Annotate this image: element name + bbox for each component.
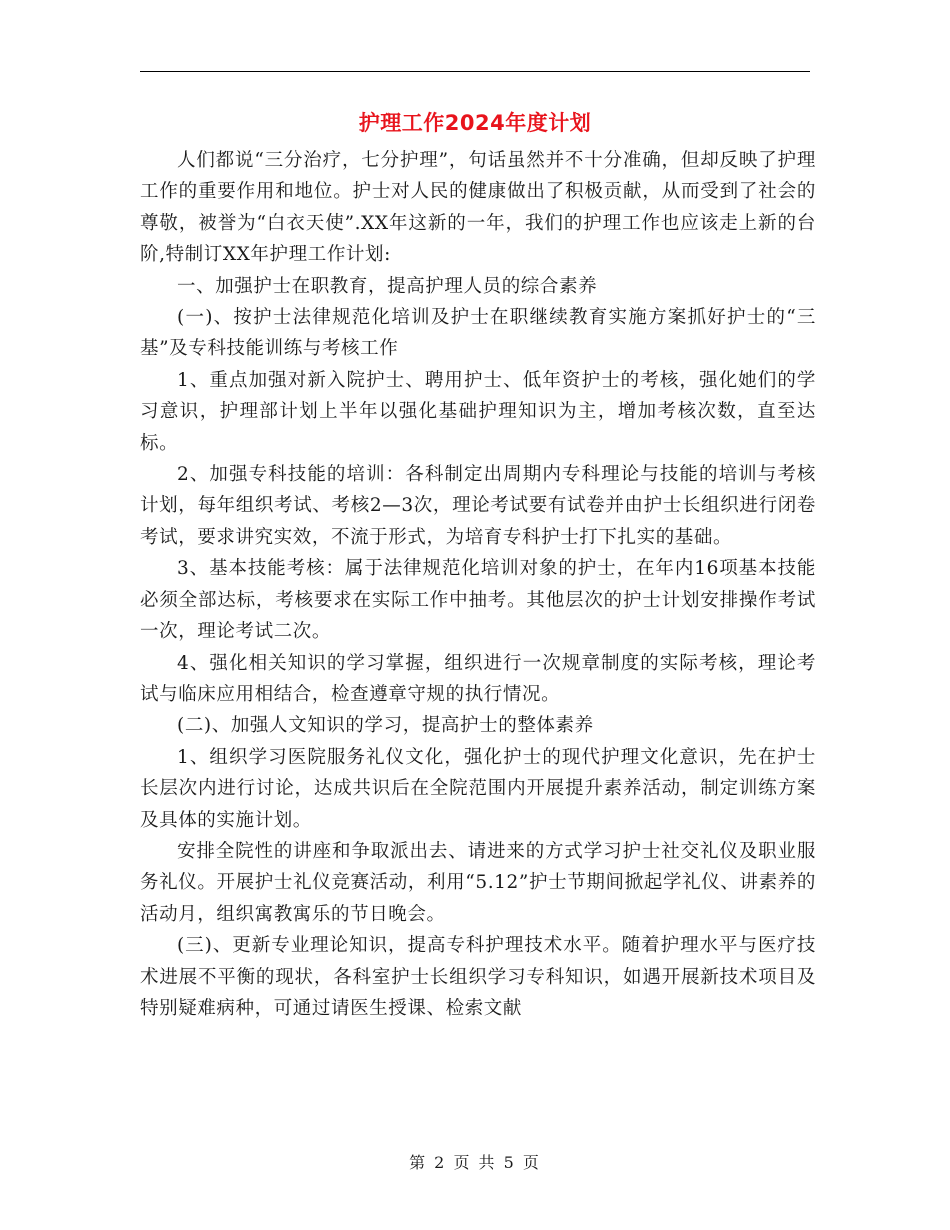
list-item-3: 3、基本技能考核：属于法律规范化培训对象的护士，在年内16项基本技能必须全部达标，考核要求在实际工作中抽考。其他层次的护士计划安排操作考试一次，理论考试二次。 xyxy=(140,558,816,643)
subsection-heading-1: (一)、按护士法律规范化培训及护士在职继续教育实施方案抓好护士的“三基”及专科技能训练与考核工作 xyxy=(140,307,816,360)
document-body xyxy=(140,145,816,1024)
paragraph-etiquette: 安排全院性的讲座和争取派出去、请进来的方式学习护士社交礼仪及职业服务礼仪。开展护士礼仪竞赛活动，利用“5.12”护士节期间掀起学礼仪、讲素养的活动月，组织寓教寓乐的节日晚会。 xyxy=(140,840,816,925)
subsection-heading-3: (三)、更新专业理论知识，提高专科护理技术水平。随着护理水平与医疗技术进展不平衡的现状，各科室护士长组织学习专科知识，如遇开展新技术项目及特别疑难病种，可通过请医生授课、检索文献 xyxy=(140,935,816,1019)
paragraph-intro: 人们都说“三分治疗，七分护理”，句话虽然并不十分准确，但却反映了护理工作的重要作用和地位。护士对人民的健康做出了积极贡献，从而受到了社会的尊敬，被誉为“白衣天使”.XX年这新的一年，我们的护理工作也应该走上新的台阶,特制订XX年护理工作计划: xyxy=(140,150,816,266)
document-title: 护理工作2024年度计划 xyxy=(358,111,592,135)
subsection-heading-2: (二)、加强人文知识的学习，提高护士的整体素养 xyxy=(177,715,594,737)
list-item-2: 2、加强专科技能的培训：各科制定出周期内专科理论与技能的培训与考核计划，每年组织考试、考核2—3次，理论考试要有试卷并由护士长组织进行闭卷考试，要求讲究实效，不流于形式，为培育专科护士打下扎实的基础。 xyxy=(140,464,816,548)
header-rule xyxy=(140,71,810,72)
list-item-4: 4、强化相关知识的学习掌握，组织进行一次规章制度的实际考核，理论考试与临床应用相结合，检查遵章守规的执行情况。 xyxy=(140,652,816,705)
page-number-footer: 第 2 页 共 5 页 xyxy=(409,1153,541,1172)
section-heading-1: 一、加强护士在职教育，提高护理人员的综合素养 xyxy=(177,275,598,297)
list-item-5: 1、组织学习医院服务礼仪文化，强化护士的现代护理文化意识，先在护士长层次内进行讨论，达成共识后在全院范围内开展提升素养活动，制定训练方案及具体的实施计划。 xyxy=(140,746,816,831)
list-item-1: 1、重点加强对新入院护士、聘用护士、低年资护士的考核，强化她们的学习意识，护理部计划上半年以强化基础护理知识为主，增加考核次数，直至达标。 xyxy=(140,369,816,454)
